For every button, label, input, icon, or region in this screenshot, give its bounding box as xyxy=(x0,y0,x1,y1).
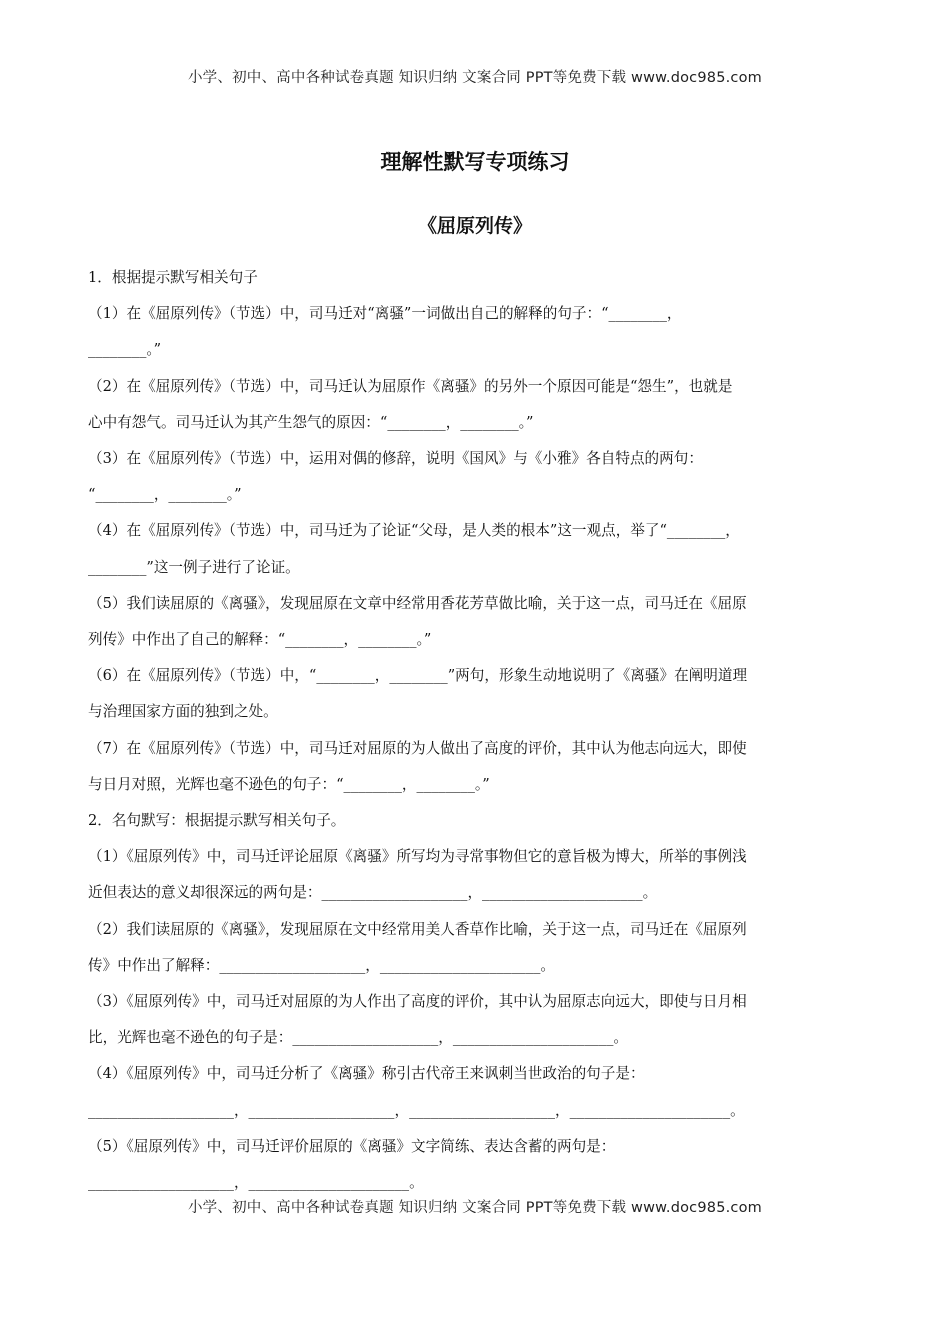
footer-banner: 小学、初中、高中各种试卷真题 知识归纳 文案合同 PPT等免费下载 www.doc985.com xyxy=(187,1200,763,1216)
page-title: 理解性默写专项练习 xyxy=(380,150,570,174)
question-line: （3）在《屈原列传》（节选）中，运用对偶的修辞，说明《国风》与《小雅》各自特点的两句： xyxy=(88,450,703,468)
question-line: 心中有怨气。司马迁认为其产生怨气的原因：“________，________。” xyxy=(88,413,534,431)
question-line: ____________________，____________________，____________________，______________________。 xyxy=(88,1101,745,1119)
page-subtitle: 《屈原列传》 xyxy=(417,215,532,237)
question-line: （6）在《屈原列传》（节选）中，“________，________”两句，形象生动地说明了《离骚》在阐明道理 xyxy=(88,667,748,685)
question-line: （5）《屈原列传》中，司马迁评价屈原的《离骚》文字简练、表达含蓄的两句是： xyxy=(88,1137,616,1155)
question-line: ________。” xyxy=(88,341,162,359)
question-line: （1）在《屈原列传》（节选）中，司马迁对“离骚”一词做出自己的解释的句子：“________， xyxy=(88,305,682,323)
question-line: “________，________。” xyxy=(88,486,242,504)
header-banner: 小学、初中、高中各种试卷真题 知识归纳 文案合同 PPT等免费下载 www.doc985.com xyxy=(187,70,763,86)
question-line: ________”这一例子进行了论证。 xyxy=(88,558,300,576)
section-heading-1: 1．根据提示默写相关句子 xyxy=(88,269,258,286)
question-line: （4）在《屈原列传》（节选）中，司马迁为了论证“父母，是人类的根本”这一观点，举了“________， xyxy=(88,522,740,540)
question-line: 近但表达的意义却很深远的两句是：____________________，______________________。 xyxy=(88,884,658,902)
question-line: 列传》中作出了自己的解释：“________，________。” xyxy=(88,631,432,649)
question-line: ____________________，______________________。 xyxy=(88,1174,424,1192)
question-line: （1）《屈原列传》中，司马迁评论屈原《离骚》所写均为寻常事物但它的意旨极为博大，所举的事例浅 xyxy=(88,848,747,866)
section-heading-2: 2．名句默写：根据提示默写相关句子。 xyxy=(88,812,346,830)
question-line: （2）我们读屈原的《离骚》，发现屈原在文中经常用美人香草作比喻，关于这一点，司马迁在《屈原列 xyxy=(88,920,747,938)
question-line: 与日月对照，光辉也毫不逊色的句子：“________，________。” xyxy=(88,775,490,793)
question-line: （4）《屈原列传》中，司马迁分析了《离骚》称引古代帝王来讽刺当世政治的句子是： xyxy=(88,1065,645,1083)
question-line: 比，光辉也毫不逊色的句子是：____________________，______________________。 xyxy=(88,1029,628,1047)
question-line: （5）我们读屈原的《离骚》，发现屈原在文章中经常用香花芳草做比喻，关于这一点，司马迁在《屈原 xyxy=(88,594,747,612)
exercise-content xyxy=(88,260,866,1201)
question-line: 与治理国家方面的独到之处。 xyxy=(88,703,278,721)
question-line: （3）《屈原列传》中，司马迁对屈原的为人作出了高度的评价，其中认为屈原志向远大，即使与日月相 xyxy=(88,993,747,1011)
question-line: （2）在《屈原列传》（节选）中，司马迁认为屈原作《离骚》的另外一个原因可能是“怨生”，也就是 xyxy=(88,377,733,395)
question-line: （7）在《屈原列传》（节选）中，司马迁对屈原的为人做出了高度的评价，其中认为他志向远大，即使 xyxy=(88,739,747,757)
question-line: 传》中作出了解释：____________________，______________________。 xyxy=(88,956,556,974)
